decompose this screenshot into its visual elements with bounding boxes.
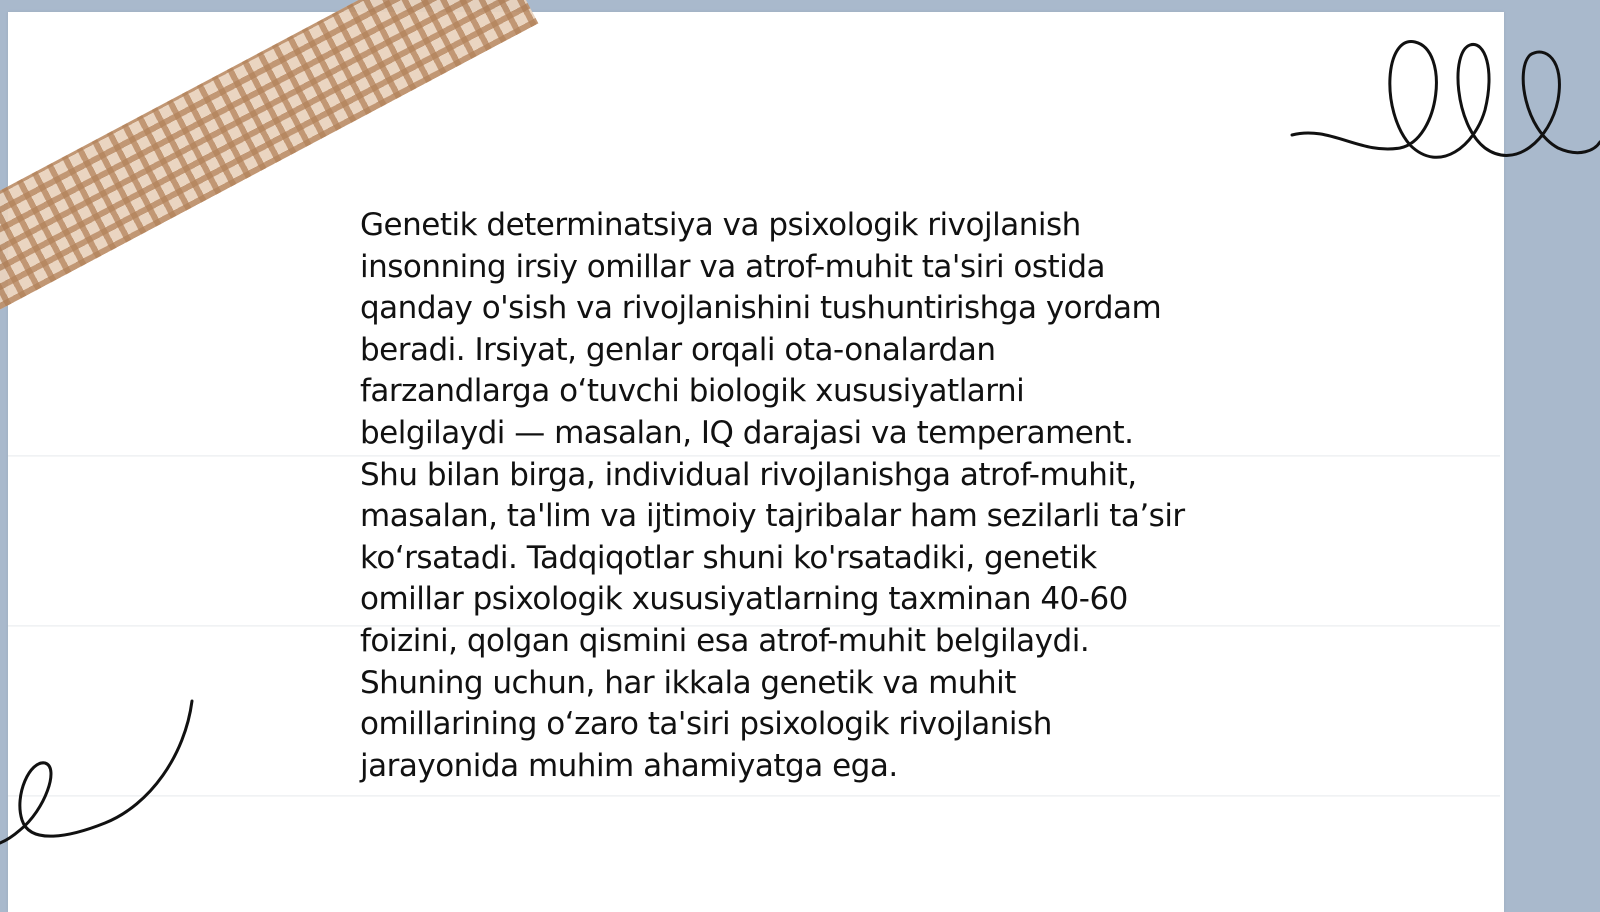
paper-fold-line: [8, 795, 1500, 797]
swoosh-doodle: [0, 695, 200, 855]
loop-squiggle-doodle: [1290, 30, 1600, 170]
body-paragraph: Genetik determinatsiya va psixologik rivojlanish insonning irsiy omillar va atrof-muhit ta'siri ostida qanday o'sish va rivojlanishini tushuntirishga yordam beradi. Irsiyat, genlar orqali ota-onalardan farzandlarga o‘tuvchi biologik xususiyatlarni belgilaydi — masalan, IQ darajasi va temperament. Shu bilan birga, individual rivojlanishga atrof-muhit, masalan, ta'lim va ijtimoiy tajribalar ham sezilarli ta’sir ko‘rsatadi. Tadqiqotlar shuni ko'rsatadiki, genetik omillar psixologik xususiyatlarning taxminan 40-60 foizini, qolgan qismini esa atrof-muhit belgilaydi. Shuning uchun, har ikkala genetik va muhit omillarining o‘zaro ta'siri psixologik rivojlanish jarayonida muhim ahamiyatga ega.: [360, 207, 1185, 784]
